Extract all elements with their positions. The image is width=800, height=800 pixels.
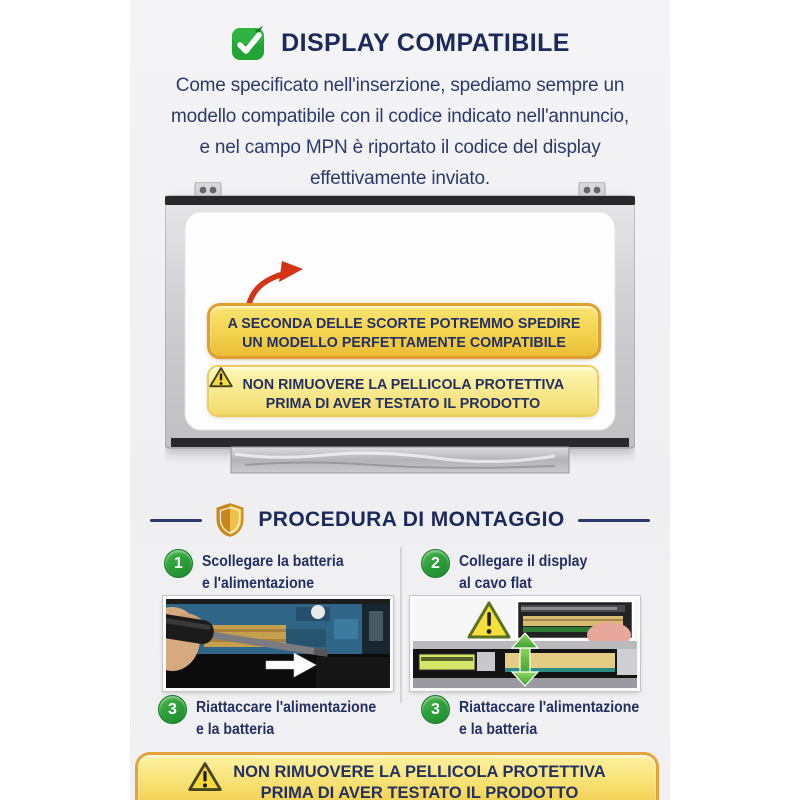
step-label: Scollegare la batteria e l'alimentazione bbox=[202, 553, 344, 592]
step-number-badge: 3 bbox=[421, 695, 450, 724]
step-3-left bbox=[158, 695, 401, 741]
warning-triangle-icon bbox=[209, 367, 233, 388]
film-warning-label bbox=[207, 365, 599, 417]
stock-notice-label bbox=[207, 303, 601, 359]
film-warning-line: NON RIMUOVERE LA PELLICOLA PROTETTIVA bbox=[242, 376, 564, 393]
step2-photo bbox=[410, 596, 640, 691]
stock-notice-line: UN MODELLO PERFETTAMENTE COMPATIBILE bbox=[242, 334, 566, 351]
step-number-badge: 3 bbox=[158, 695, 187, 724]
step-1 bbox=[164, 549, 363, 595]
footer-warning-text: NON RIMUOVERE LA PELLICOLA PROTETTIVA PRIMA DI AVER TESTATO IL PRODOTTO bbox=[233, 763, 606, 800]
paragraph-line: Come specificato nell'inserzione, spediamo sempre un bbox=[175, 75, 625, 96]
step-number-badge: 1 bbox=[164, 549, 193, 578]
paragraph-line: effettivamente inviato. bbox=[310, 168, 490, 189]
heading-rule-left bbox=[150, 519, 202, 522]
paragraph-line: e nel campo MPN è riportato il codice del display bbox=[199, 137, 601, 158]
section-title: PROCEDURA DI MONTAGGIO bbox=[258, 508, 565, 531]
step-3-right bbox=[421, 695, 664, 741]
procedure-heading bbox=[130, 502, 670, 538]
header bbox=[130, 24, 670, 62]
step-label: Collegare il display al cavo flat bbox=[459, 553, 588, 592]
lcd-panel-photo bbox=[165, 182, 635, 478]
gold-shield-icon bbox=[215, 502, 245, 538]
step-number-badge: 2 bbox=[421, 549, 450, 578]
stock-notice-line: A SECONDA DELLE SCORTE POTREMMO SPEDIRE bbox=[227, 315, 581, 332]
step-2 bbox=[421, 549, 605, 595]
page-title: DISPLAY COMPATIBILE bbox=[281, 28, 570, 57]
column-divider bbox=[400, 547, 402, 703]
content-column bbox=[130, 0, 670, 800]
heading-rule-right bbox=[578, 519, 650, 522]
green-check-icon bbox=[230, 24, 268, 62]
step1-photo bbox=[163, 596, 393, 691]
intro-paragraph bbox=[130, 74, 670, 198]
footer-warning-banner bbox=[135, 752, 659, 800]
foil-strip bbox=[231, 447, 569, 473]
step1-photo-drawing bbox=[166, 599, 390, 688]
step2-photo-drawing bbox=[413, 599, 637, 688]
film-warning-line: PRIMA DI AVER TESTATO IL PRODOTTO bbox=[265, 395, 541, 412]
paragraph-line: modello compatibile con il codice indicato nell'annuncio, bbox=[170, 106, 629, 127]
mounting-steps bbox=[130, 545, 670, 745]
step-label: Riattaccare l'alimentazione e la batteria bbox=[459, 699, 640, 738]
step-label: Riattaccare l'alimentazione e la batteria bbox=[196, 699, 377, 738]
warning-triangle-icon bbox=[188, 762, 222, 792]
